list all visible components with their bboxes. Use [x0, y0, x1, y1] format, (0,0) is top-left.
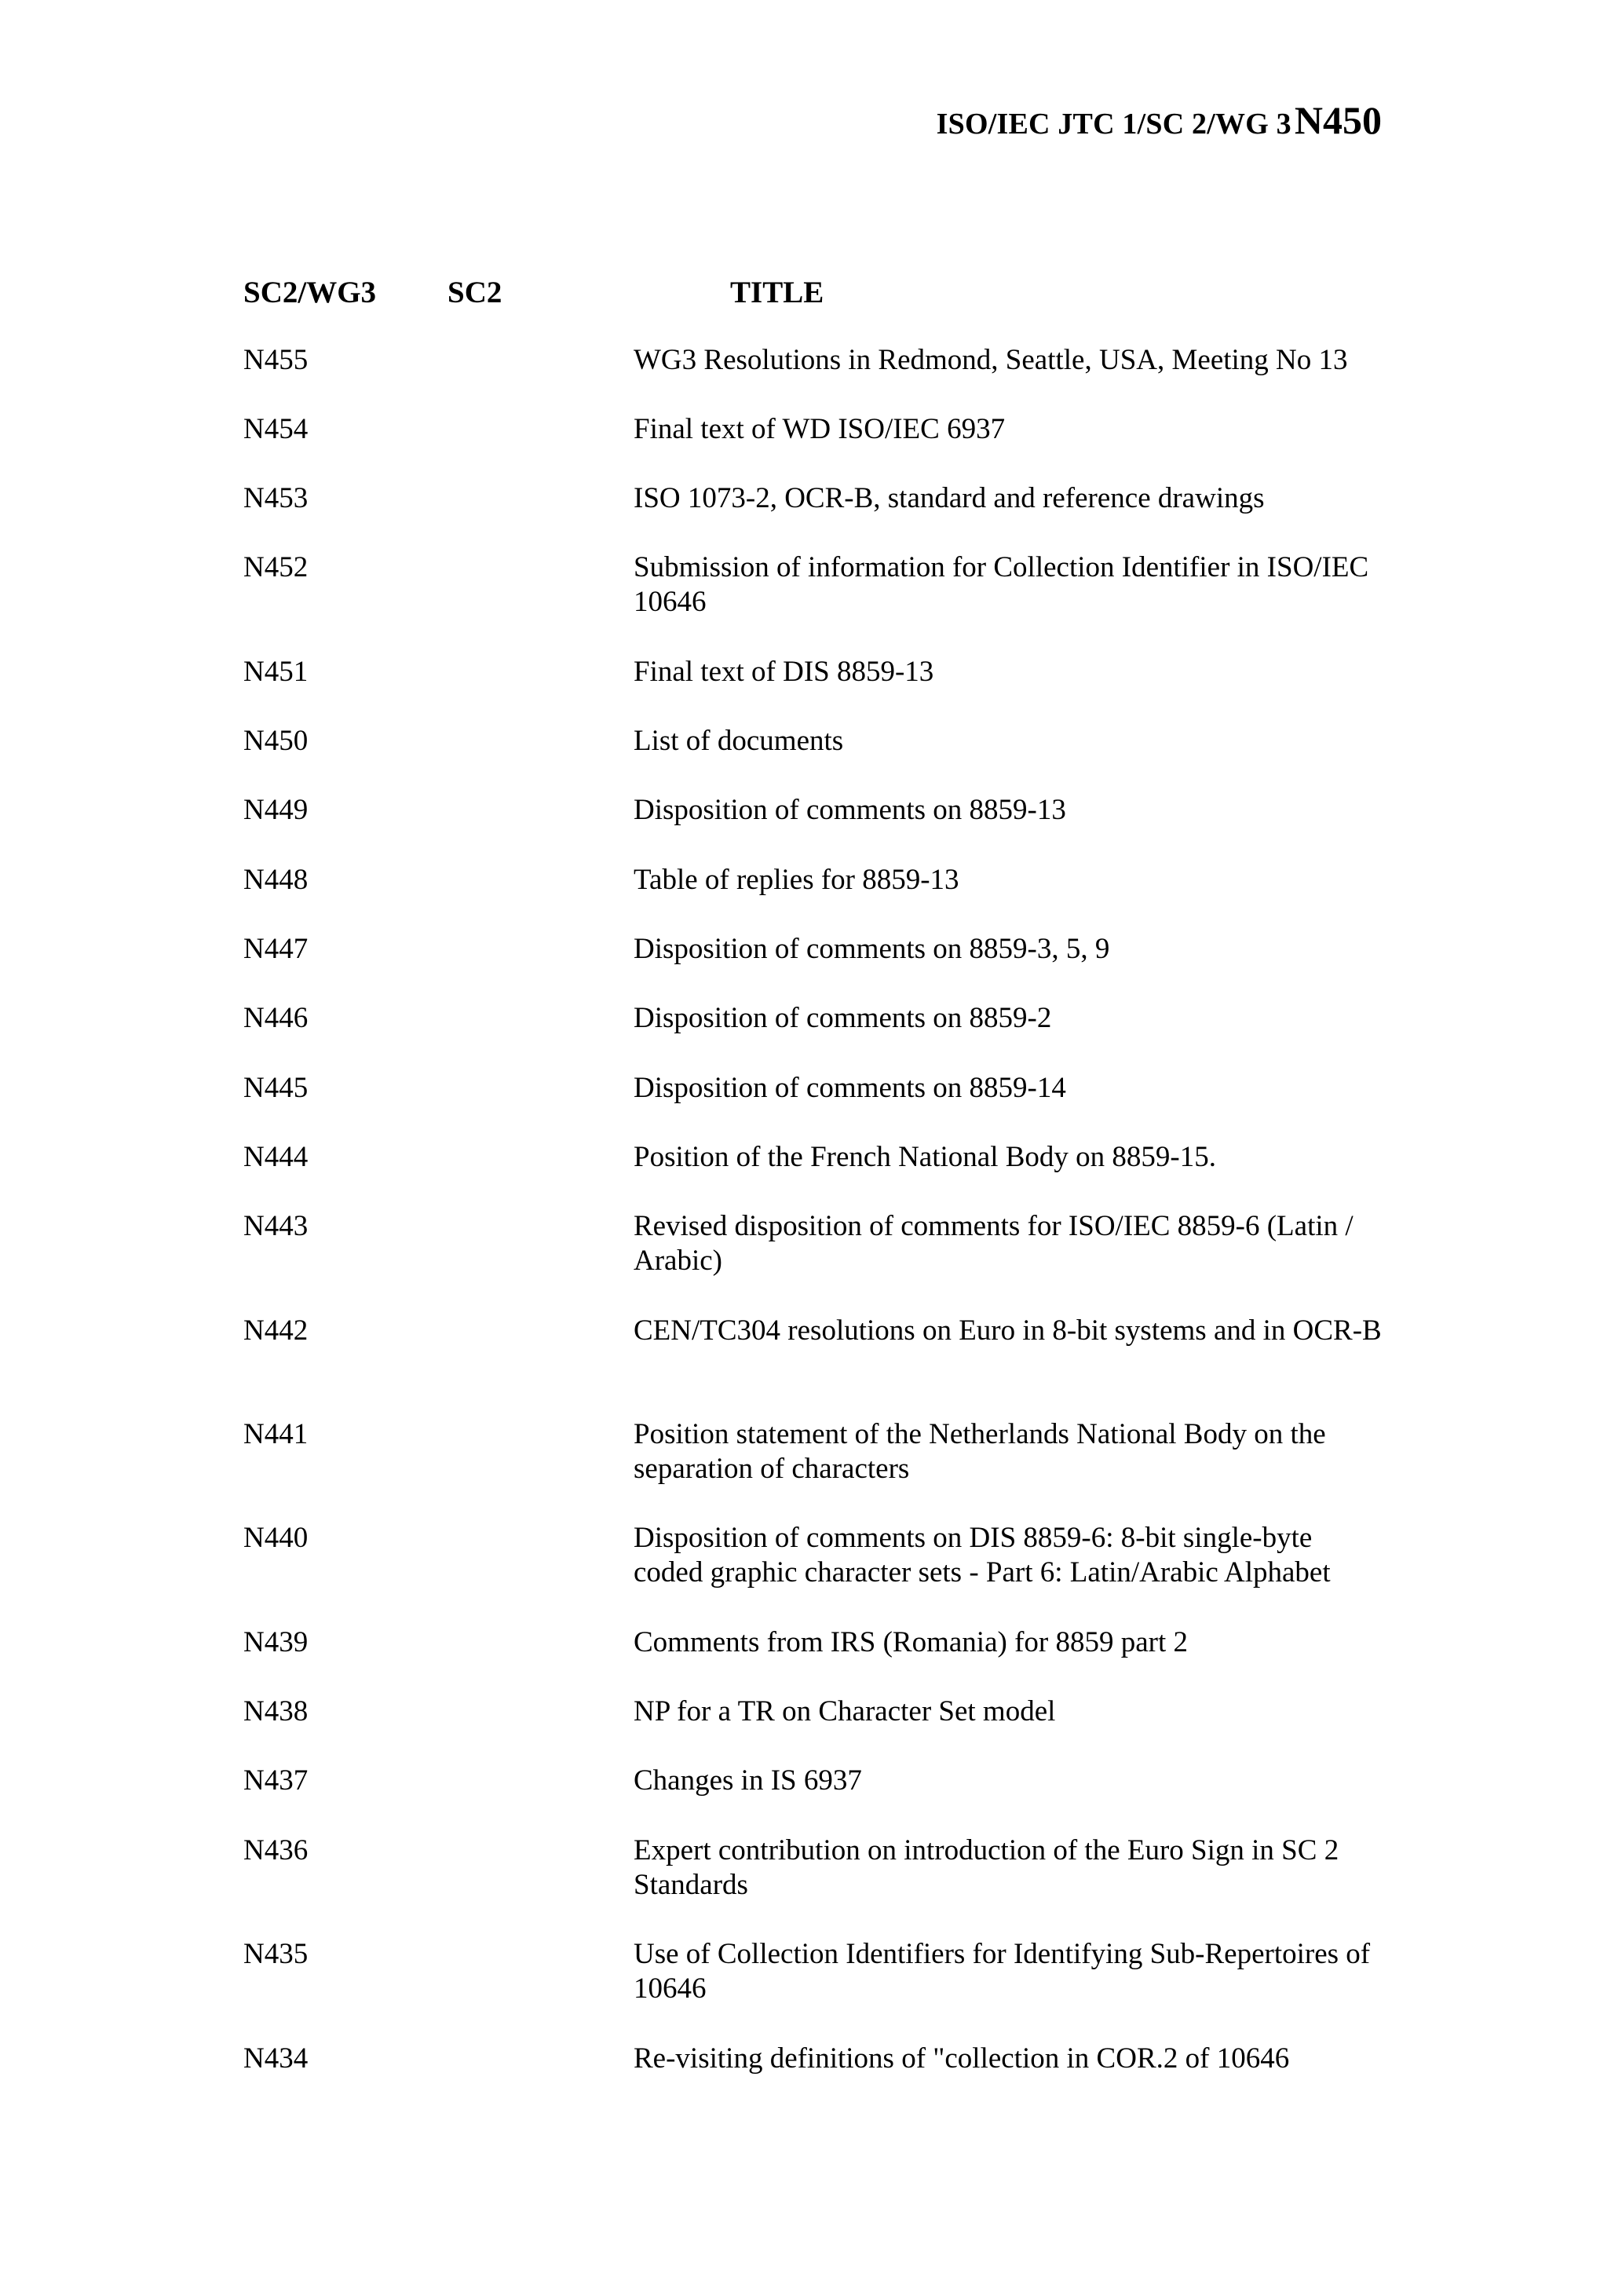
document-id: N434	[243, 2042, 309, 2075]
document-title: Table of replies for 8859-13	[634, 864, 959, 896]
document-id: N446	[243, 1002, 309, 1034]
document-id: N455	[243, 344, 309, 376]
column-header-sc2wg3: SC2/WG3	[243, 276, 377, 309]
document-id: N436	[243, 1834, 309, 1866]
document-id: N443	[243, 1210, 309, 1242]
document-id: N452	[243, 551, 309, 583]
document-title: Disposition of comments on 8859-14	[634, 1072, 1066, 1104]
document-id: N435	[243, 1938, 309, 1970]
document-title: Position statement of the Netherlands National Body on the separation of characters	[634, 1418, 1326, 1485]
document-title: Use of Collection Identifiers for Identifying Sub-Repertoires of 10646	[634, 1938, 1371, 2005]
document-id: N441	[243, 1418, 309, 1450]
document-id: N438	[243, 1695, 309, 1727]
document-title: Expert contribution on introduction of the Euro Sign in SC 2 Standards	[634, 1834, 1339, 1901]
document-title: Final text of DIS 8859-13	[634, 656, 934, 688]
document-title: Disposition of comments on 8859-13	[634, 794, 1066, 826]
document-id: N448	[243, 864, 309, 896]
document-title: Position of the French National Body on 8859-15.	[634, 1141, 1216, 1173]
document-title: Revised disposition of comments for ISO/IEC 8859-6 (Latin / Arabic)	[634, 1210, 1353, 1277]
document-title: WG3 Resolutions in Redmond, Seattle, USA, Meeting No 13	[634, 344, 1348, 376]
document-number: N450	[1294, 98, 1382, 142]
document-title: Disposition of comments on DIS 8859-6: 8-bit single-byte coded graphic character sets - Part 6: Latin/Arabic Alphabet	[634, 1522, 1331, 1589]
document-id: N454	[243, 413, 309, 445]
document-id: N437	[243, 1764, 309, 1797]
document-id: N451	[243, 656, 309, 688]
document-title: Changes in IS 6937	[634, 1764, 862, 1797]
document-id: N447	[243, 933, 309, 965]
document-id: N439	[243, 1626, 309, 1658]
document-id: N449	[243, 794, 309, 826]
document-id: N453	[243, 482, 309, 514]
document-title: Re-visiting definitions of "collection in COR.2 of 10646	[634, 2042, 1290, 2075]
document-reference: ISO/IEC JTC 1/SC 2/WG 3	[936, 108, 1291, 141]
document-id: N444	[243, 1141, 309, 1173]
document-title: Disposition of comments on 8859-2	[634, 1002, 1052, 1034]
document-id: N442	[243, 1314, 309, 1347]
document-title: ISO 1073-2, OCR-B, standard and reference drawings	[634, 482, 1265, 514]
document-title: Final text of WD ISO/IEC 6937	[634, 413, 1006, 445]
document-id: N440	[243, 1522, 309, 1554]
column-header-sc2: SC2	[448, 276, 502, 309]
document-title: NP for a TR on Character Set model	[634, 1695, 1056, 1727]
document-title: Submission of information for Collection Identifier in ISO/IEC 10646	[634, 551, 1369, 618]
document-title: Disposition of comments on 8859-3, 5, 9	[634, 933, 1110, 965]
document-title: List of documents	[634, 725, 844, 757]
document-title: CEN/TC304 resolutions on Euro in 8-bit systems and in OCR-B	[634, 1314, 1382, 1347]
document-id: N450	[243, 725, 309, 757]
column-header-title: TITLE	[730, 276, 824, 309]
document-header	[937, 97, 1382, 143]
document-id: N445	[243, 1072, 309, 1104]
document-title: Comments from IRS (Romania) for 8859 part 2	[634, 1626, 1188, 1658]
